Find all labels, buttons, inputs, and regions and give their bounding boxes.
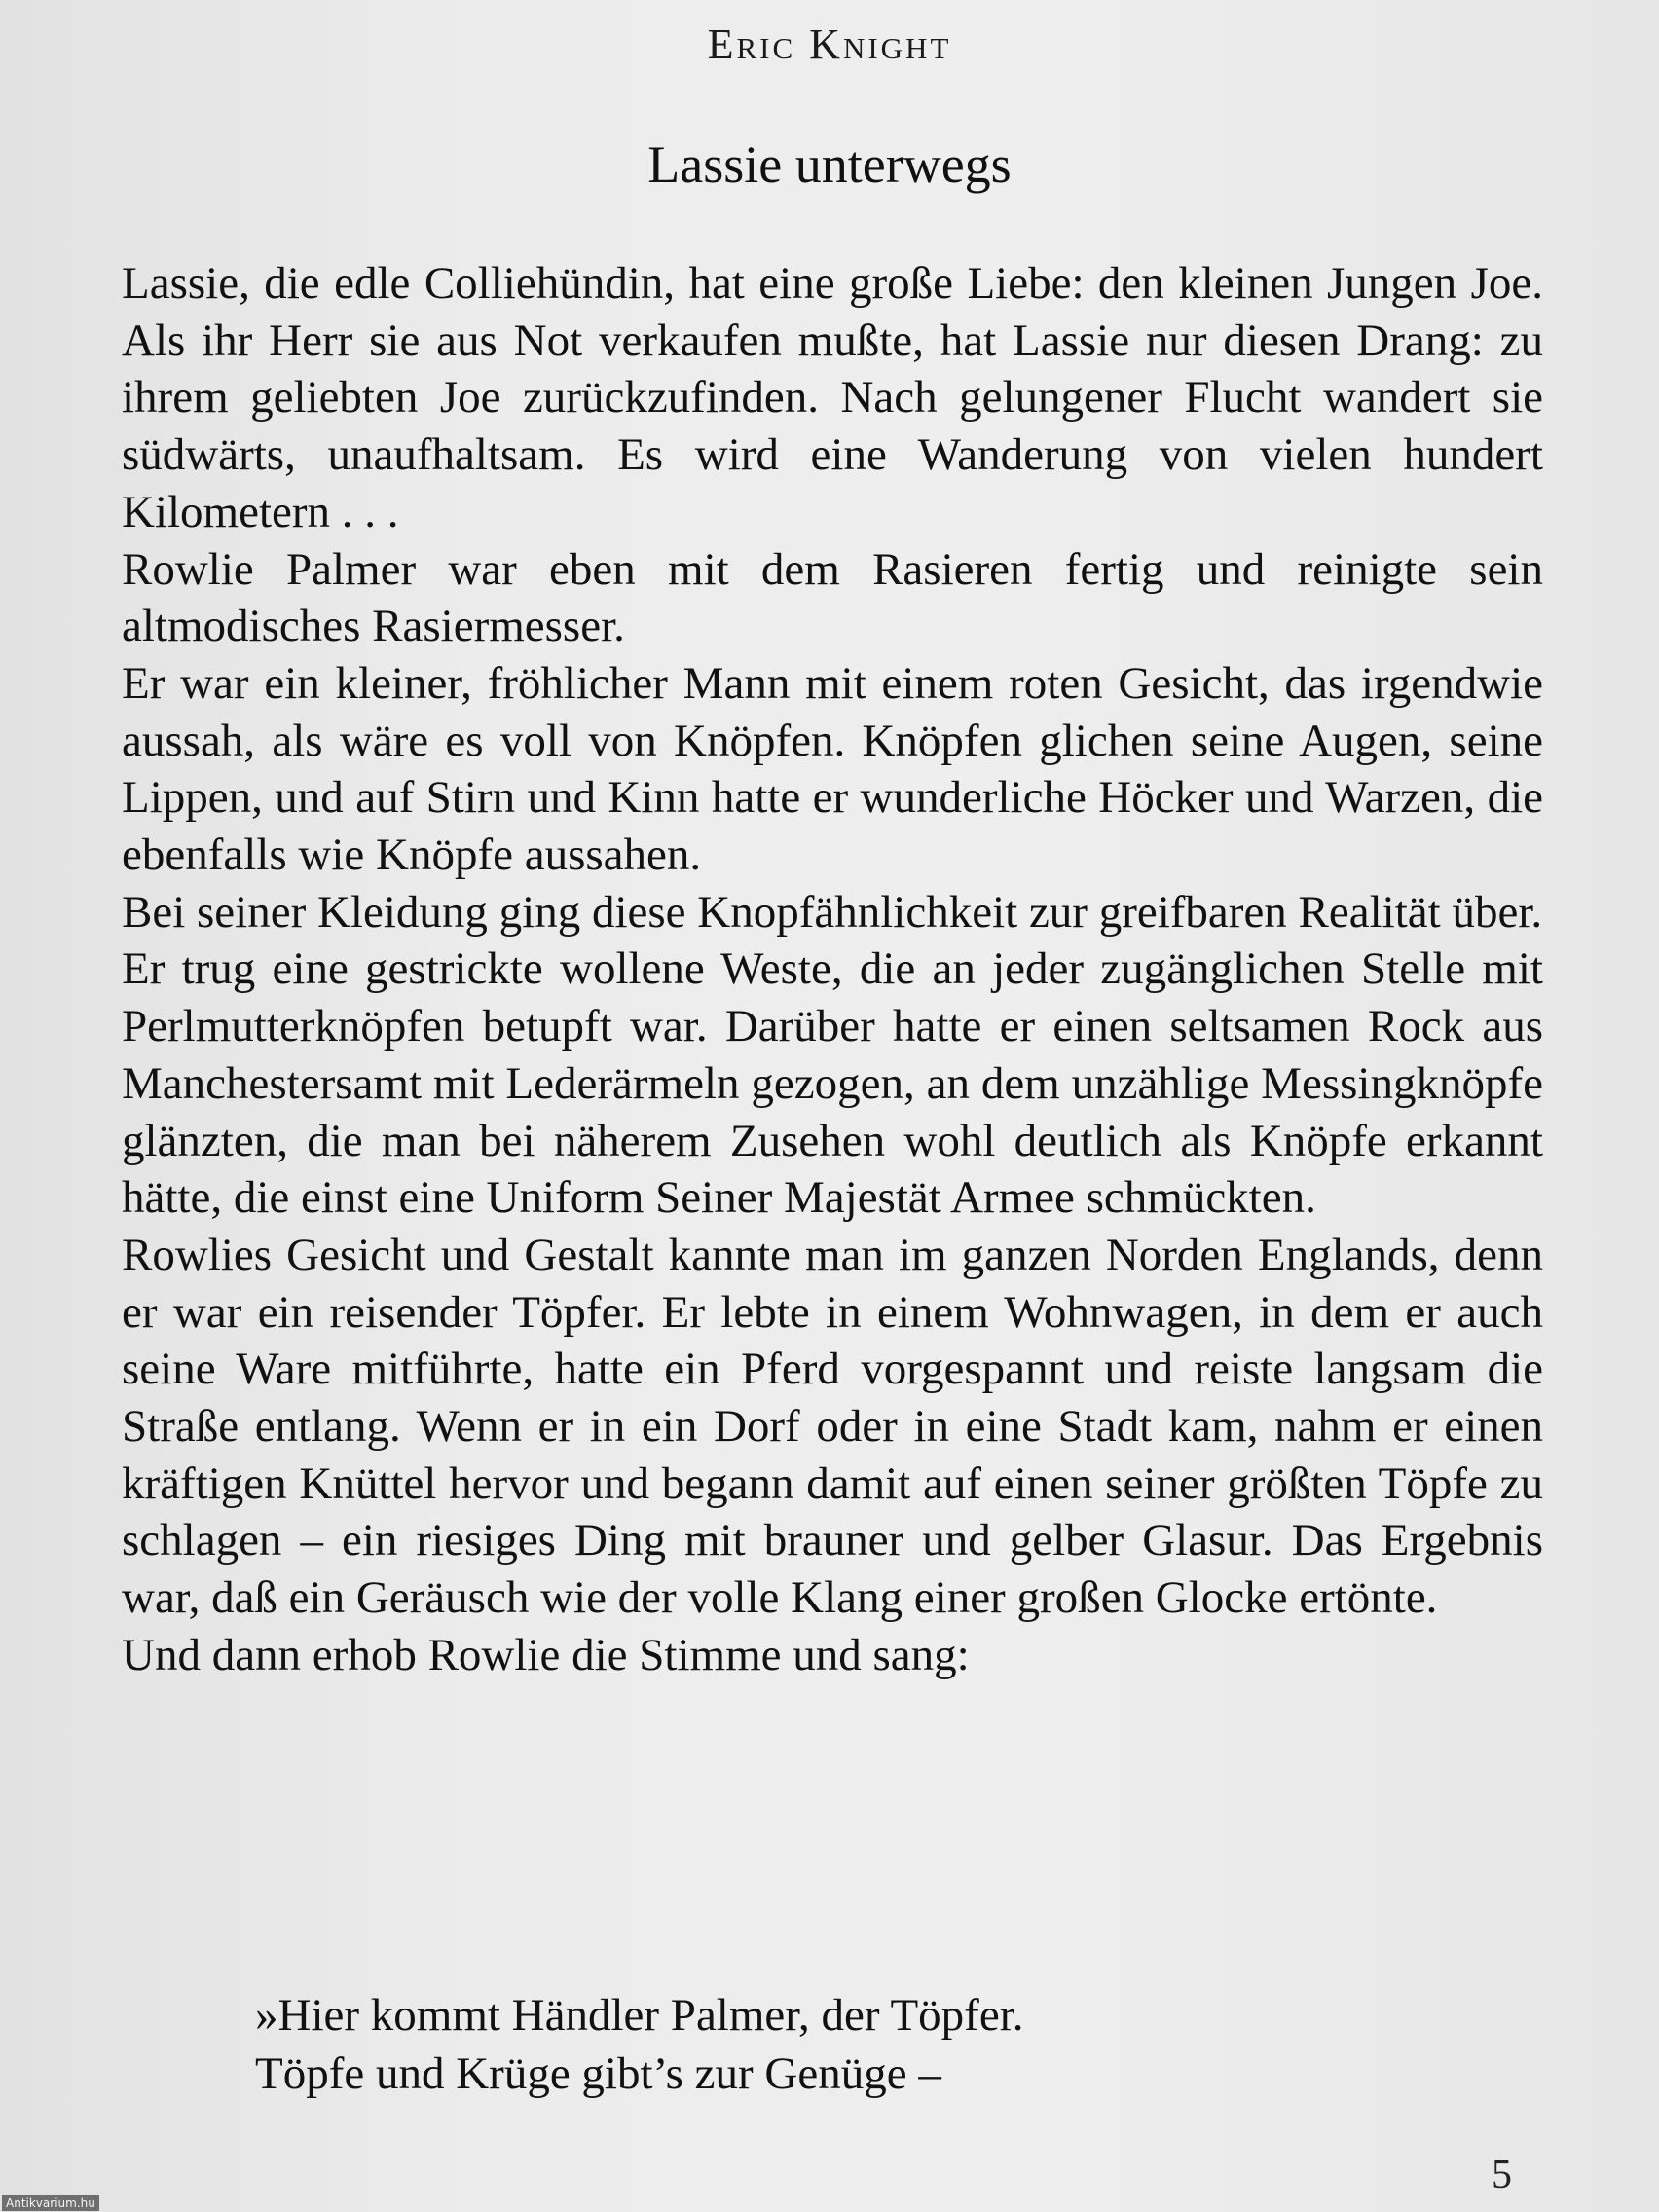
verse-line: Töpfe und Krüge gibt’s zur Genüge – (255, 2048, 941, 2099)
paragraph: Er war ein kleiner, fröhlicher Mann mit einem roten Gesicht, das irgendwie aussah, als wäre es voll von Knöpfen. Knöpfen glichen seine Augen, seine Lippen, und auf Stirn und Kinn hatte er wunderliche Höcker und Warzen, die ebenfalls wie Knöpfe aussahen. (122, 657, 1543, 881)
chapter-title: Lassie unterwegs (647, 135, 1012, 194)
paragraph: Rowlies Gesicht und Gestalt kannte man im ganzen Norden Englands, denn er war ein reisender Töpfer. Er lebte in einem Wohnwagen, in dem er auch seine Ware mitführte, hatte ein Pferd vorgespannt und reiste langsam die Straße entlang. Wenn er in ein Dorf oder in eine Stadt kam, nahm er einen kräftigen Knüttel hervor und begann damit auf einen seiner größten Töpfe zu schlagen – ein riesiges Ding mit brauner und gelber Glasur. Das Ergebnis war, daß ein Geräusch wie der volle Klang einer großen Glocke ertönte. (122, 1229, 1543, 1624)
song-verse (255, 1986, 1423, 2103)
page-number: 5 (1492, 2153, 1512, 2197)
paragraph: Rowlie Palmer war eben mit dem Rasieren fertig und reinigte sein altmodisches Rasiermesser. (122, 543, 1543, 652)
body-text (122, 255, 1543, 1684)
paragraph-intro: Lassie, die edle Colliehündin, hat eine große Liebe: den kleinen Jungen Joe. Als ihr Herr sie aus Not verkaufen mußte, hat Lassie nur diesen Drang: zu ihrem geliebten Joe zurückzufinden. Nach gelungener Flucht wandert sie südwärts, unaufhaltsam. Es wird eine Wanderung von vielen hundert Kilometern . . . (122, 258, 1543, 537)
paragraph: Und dann erhob Rowlie die Stimme und sang: (122, 1629, 970, 1680)
paragraph: Bei seiner Kleidung ging diese Knopfähnlichkeit zur greifbaren Realität über. (122, 886, 1543, 938)
verse-line: »Hier kommt Händler Palmer, der Töpfer. (255, 1990, 1024, 2041)
watermark-logo: Antikvarium.hu (2, 2195, 99, 2211)
running-head-author: Eric Knight (707, 20, 952, 68)
paragraph: Er trug eine gestrickte wollene Weste, die an jeder zugänglichen Stelle mit Perlmutterknöpfen betupft war. Darüber hatte er einen seltsamen Rock aus Manchestersamt mit Lederärmeln gezogen, an dem unzählige Messingknöpfe glänzten, die man bei näherem Zusehen wohl deutlich als Knöpfe erkannt hätte, die einst eine Uniform Seiner Majestät Armee schmückten. (122, 943, 1543, 1224)
